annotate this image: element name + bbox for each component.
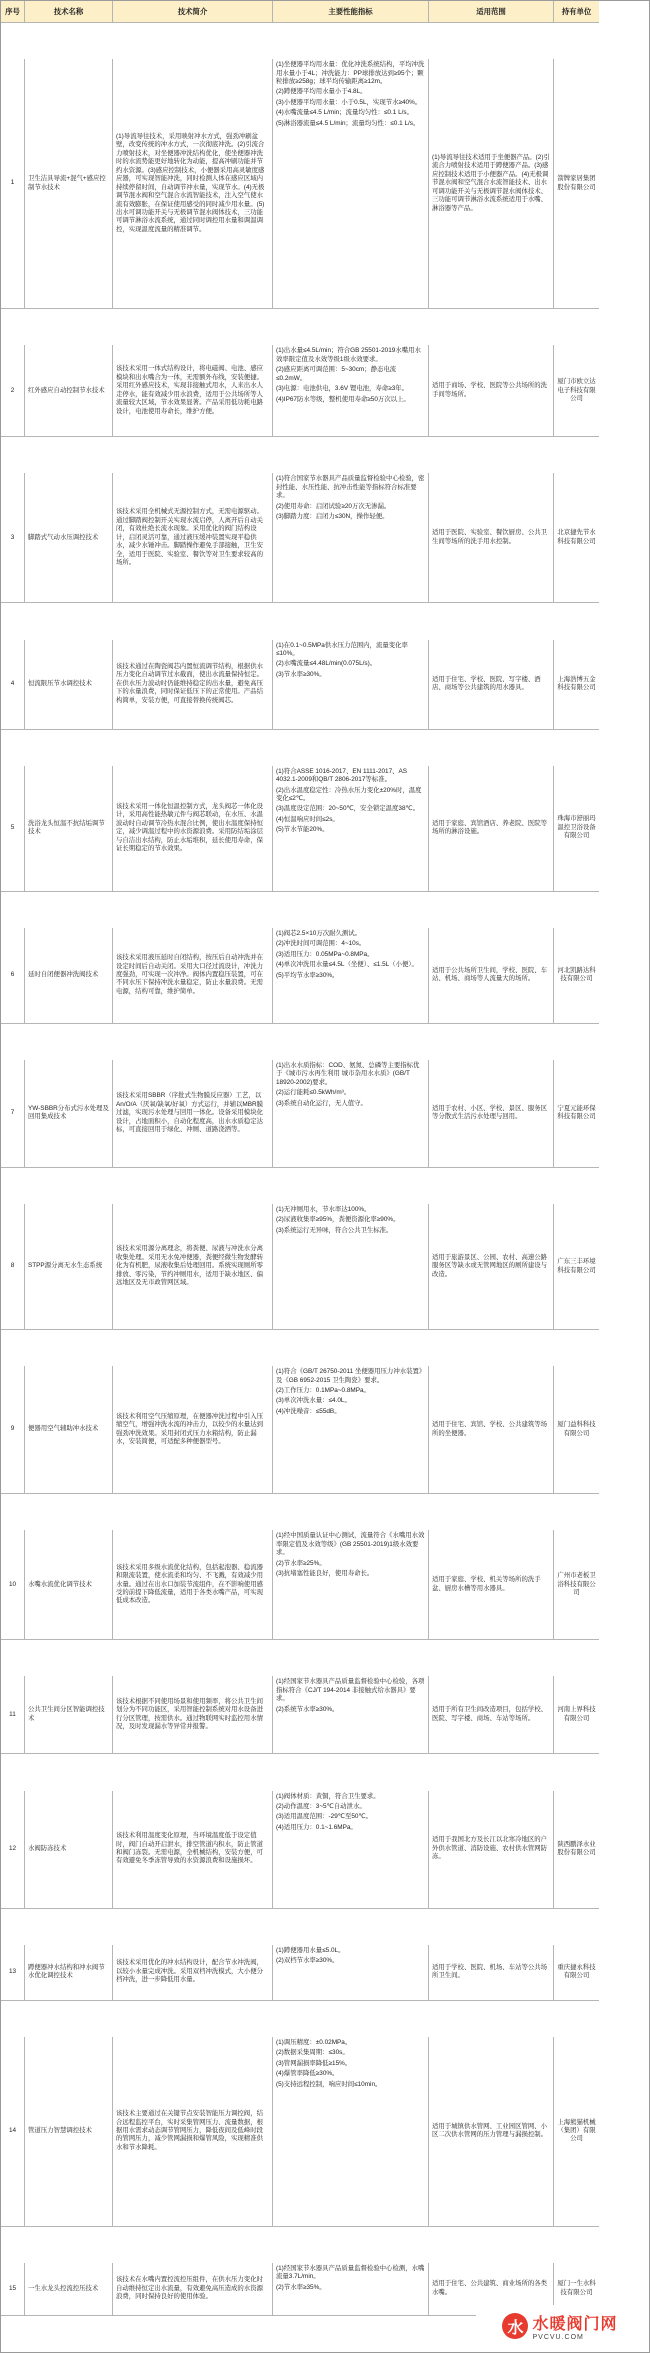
tech-name: 延时自闭便器冲洗阀技术 [25, 928, 113, 1024]
header-intro: 技术简介 [113, 1, 273, 23]
tech-intro: 该技术主要通过在关键节点安装智能压力调控阀，结合远程监控平台，实时采集管网压力、流量数据，根据用水需求动态调节管网压力，降低夜间及低峰时段的管网压力，减少管网漏损和爆管风险，实现精准供水和节水降耗。 [113, 2037, 273, 2227]
tech-name: 水嘴水流优化调节技术 [25, 1530, 113, 1640]
indicator-item: (2)运行能耗≤0.5kWh/m³。 [276, 1089, 351, 1097]
indicator-item: (5)支持远程控制，响应时间≤10min。 [276, 2080, 382, 2088]
indicator-item: (4)适用压力：0.1~1.6MPa。 [276, 1823, 357, 1831]
tech-indicators [273, 928, 429, 1024]
indicator-item: (4)单次冲洗用水量≤4.5L（坐便）、≤1.5L（小便）。 [276, 961, 418, 969]
indicator-item: (4)水嘴流量≤4.5 L/min；流量均匀性：≤0.1 L/s。 [276, 109, 413, 117]
tech-intro: (1)导流导往技术，采用映射冲水方式，强劲冲刷盆壁，改变传统的冲水方式，一次彻底冲洗。(2)引流合力喷射技术，对坐便器冲洗结构优化，使坐便器冲洗时的水流势能更好地转化为动能，提高冲刷功能并节约水资源。(3)感应控制技术，小便器采用高灵敏度感应器，可实现智能冲洗，同时检测人体在感应区域内持续停留时间，自动调节冲水量，实现节水。(4)无极调节混水阀和空气混合水流智能技术，注入空气使水流有效膨胀，在保证使用感受的同时减少用水量。(5)出水可调功能开关与无极调节混水阀体技术，三功能可调节淋浴水流系统，通过同时调控用水量和调温调控，实现温度流量的精准调节。 [113, 59, 273, 309]
header-name: 技术名称 [25, 1, 113, 23]
tech-holder: 北京捷先节水科技有限公司 [554, 473, 599, 603]
tech-intro: 该技术采用一体化恒温控制方式，龙头阀芯一体化设计，采用高性能热敏元件与阀芯联动，在水压、水温波动时自动调节冷热水混合比例，使出水温度保持恒定，减少调温过程中的水资源浪费。采用防结垢涂层与自洁出水结构，防止水垢堆积，延长使用寿命，保证长期稳定的节水效果。 [113, 766, 273, 892]
indicator-item: (2)蹲便器平均用水量小于4.8L。 [276, 88, 367, 96]
tech-scope: 适用于住宅、宾馆、学校、公共建筑等场所的坐便器。 [429, 1366, 554, 1494]
tech-intro: 该技术利用空气压缩原理，在便器冲洗过程中引入压缩空气，增强冲洗水流的冲击力，以较少的水量达到强劲冲洗效果。采用封闭式压力水箱结构，防止漏水，安装简便，可适配多种便器型号。 [113, 1366, 273, 1494]
indicator-item: (5)节水节能20%。 [276, 826, 329, 834]
indicator-item: (4)恒温响应时间≤2s。 [276, 815, 339, 823]
header-holder: 持有单位 [554, 1, 599, 23]
tech-indicators [273, 1204, 429, 1330]
tech-scope: 适用于旅游景区、公园、农村、高速公路服务区等缺水或无管网地区的厕所建设与改造。 [429, 1204, 554, 1330]
row-number: 11 [1, 1676, 25, 1754]
tech-indicators [273, 473, 429, 603]
indicator-item: (3)管网漏损率降低≥15%。 [276, 2059, 352, 2067]
indicator-item: (2)节水率≥35%。 [276, 2283, 326, 2291]
tech-holder: 厦门益科科技有限公司 [554, 1366, 599, 1494]
indicator-item: (2)节水率≥25%。 [276, 1559, 326, 1567]
header-indicators: 主要性能指标 [273, 1, 429, 23]
indicator-item: (2)冲洗时间可调范围：4~10s。 [276, 940, 366, 948]
tech-indicators [273, 1791, 429, 1909]
tech-indicators [273, 1366, 429, 1494]
row-number: 13 [1, 1945, 25, 2001]
tech-scope: 适用于学校、医院、机场、车站等公共场所卫生间。 [429, 1945, 554, 2001]
watermark-url: PVCVU.COM [532, 2334, 584, 2341]
tech-scope: 适用于家庭、学校、机关等场所的洗手盆、厨房水槽等用水器具。 [429, 1530, 554, 1640]
indicator-item: (1)坐便器平均用水量：优化冲洗系统结构，平均冲洗用水量小于4L；冲洗能力：PP球排放达到≥95个；颗粒排放≥258g；球平均传输距离≥12m。 [276, 61, 425, 86]
indicator-item: (1)阀芯2.5×10万次耐久测试。 [276, 929, 362, 937]
tech-name: 红外感应自动控制节水技术 [25, 345, 113, 437]
tech-intro: 该技术采用源分离理念，将粪便、尿液与冲洗水分离收集处理。采用无水免冲便器，粪便经微生物发酵转化为有机肥，尿液收集后处理回用。系统实现厕所零排放、零污染，节约冲厕用水，适用于缺水地区、偏远地区及无市政管网区域。 [113, 1204, 273, 1330]
tech-scope: 适用于农村、小区、学校、景区、服务区等分散式生活污水处理与回用。 [429, 1060, 554, 1168]
tech-indicators [273, 2037, 429, 2227]
indicator-item: (5)平均节水率≥30%。 [276, 971, 339, 979]
site-watermark [476, 2305, 644, 2347]
tech-holder: 广州市老板卫浴科技有限公司 [554, 1530, 599, 1640]
indicator-item: (1)在0.1~0.5MPa供水压力范围内，流量变化率≤10%。 [276, 641, 408, 657]
tech-scope: 适用于医院、实验室、餐饮厨房、公共卫生间等场所的洗手用水控制。 [429, 473, 554, 603]
tech-holder: 河北凯路达科技有限公司 [554, 928, 599, 1024]
indicator-item: (1)符合ASSE 1016-2017、EN 1111-2017、AS 4032.1-2009和QB/T 2806-2017等标准。 [276, 767, 408, 784]
row-number: 9 [1, 1366, 25, 1494]
tech-intro: 该技术采用优化的冲水结构设计，配合节水冲洗阀，以较小水量完成冲洗。采用双档冲洗模式，大小便分档冲洗，进一步降低用水量。 [113, 1945, 273, 2001]
row-number: 14 [1, 2037, 25, 2227]
tech-holder: 重庆捷永科技有限公司 [554, 1945, 599, 2001]
tech-holder: 宁夏元能环保科技有限公司 [554, 1060, 599, 1168]
tech-intro: 该技术采用全机械式无源控制方式，无需电源驱动。通过脚踏阀控制开关实现水流启停，人离开后自动关闭，有效杜绝长流水现象。采用优化的阀门结构设计，启闭灵活可靠，通过液压缓冲装置实现平稳供水，减少水锤冲击。脚踏操作避免手部接触，卫生安全，适用于医院、实验室、餐饮等对卫生要求较高的场所。 [113, 473, 273, 603]
tech-holder: 陕西鹏泽水业股份有限公司 [554, 1791, 599, 1909]
indicator-item: (3)小便器平均用水量：小于0.5L，实现节水≥40%。 [276, 98, 422, 106]
tech-name: 水阀防冻技术 [25, 1791, 113, 1909]
indicator-item: (1)经中国质量认证中心测试，流量符合《水嘴用水效率限定值及水效等级》(GB 25501-2019)1级水效要求。 [276, 1532, 425, 1557]
tech-indicators [273, 1530, 429, 1640]
indicator-item: (2)出水温度稳定性：冷热水压力变化±20%时，温度变化≤2℃。 [276, 786, 422, 802]
tech-scope: 适用于家庭、宾馆酒店、养老院、医院等场所的淋浴设施。 [429, 766, 554, 892]
indicator-item: (3)节水率≥30%。 [276, 670, 326, 678]
row-number: 3 [1, 473, 25, 603]
indicator-item: (3)抗堵塞性能良好，使用寿命长。 [276, 1570, 374, 1578]
header-no: 序号 [1, 1, 25, 23]
indicator-item: (1)阀体材质：黄铜，符合卫生要求。 [276, 1792, 380, 1800]
tech-intro: 该技术采用一体式结构设计，将电磁阀、电池、感应模块和出水嘴合为一体，无需额外布线，安装便捷。采用红外感应技术，实现非接触式用水，人来出水人走停水，能有效减少用水浪费，适用于公共场所等人流量较大区域，节水效果显著。产品采用低功耗电路设计，电池使用寿命长，维护方便。 [113, 345, 273, 437]
indicator-item: (1)经国家节水器具产品质量监督检验中心检验，各项指标符合《CJ/T 194-2014 非接触式给水器具》要求。 [276, 1678, 425, 1703]
indicator-item: (2)双档节水率≥30%。 [276, 1957, 339, 1965]
tech-intro: 该技术采用多级水流优化结构，包括起泡器、稳流器和限流装置，使水流柔和均匀、不飞溅，有效减少用水量。通过在出水口加装节流组件，在不影响使用感受的前提下降低流量，适用于各类水嘴产品，可实现低成本改造。 [113, 1530, 273, 1640]
indicator-item: (1)出水量≤4.5L/min；符合GB 25501-2019水嘴用水效率限定值及水效等级1级水效要求。 [276, 347, 421, 363]
tech-holder: 上海熊猫机械（集团）有限公司 [554, 2037, 599, 2227]
tech-holder: 广东三丰环境科技有限公司 [554, 1204, 599, 1330]
tech-indicators [273, 766, 429, 892]
tech-indicators [273, 1945, 429, 2001]
indicator-item: (1)无冲厕用水，节水率达100%。 [276, 1206, 371, 1213]
indicator-item: (2)使用寿命：启闭试验≥20万次无渗漏。 [276, 502, 391, 510]
tech-indicators [273, 1676, 429, 1754]
row-number: 4 [1, 640, 25, 730]
indicator-item: (1)符合《GB/T 26750-2011 坐便器用压力冲水装置》及《GB 6952-2015 卫生陶瓷》要求。 [276, 1368, 423, 1384]
tech-scope: 适用于商场、学校、医院等公共场所的洗手间等场所。 [429, 345, 554, 437]
tech-intro: 该技术通过在陶瓷阀芯内置恒流调节结构，根据供水压力变化自动调节过水截面，使出水流量保持恒定。在供水压力波动时仍能维持稳定的出水量，避免高压下的水量浪费，同时保证低压下的正常使用。产品结构简单，安装方便，可直接替换传统阀芯。 [113, 640, 273, 730]
indicator-item: (1)经国家节水器具产品质量监督检验中心检测，水嘴流量3.7L/min。 [276, 2264, 425, 2281]
indicator-item: (3)脚踏力度：启闭力≤30N，操作轻便。 [276, 513, 389, 521]
tech-holder: 上海浩博五金科技有限公司 [554, 640, 599, 730]
indicator-item: (2)感应距离可调范围：5~30cm；静态电流≤0.2mW。 [276, 366, 397, 382]
tech-holder: 箭牌家居集团股份有限公司 [554, 59, 599, 309]
header-scope: 适用范围 [429, 1, 554, 23]
row-number: 8 [1, 1204, 25, 1330]
indicator-item: (3)单次冲洗水量：≤4.0L。 [276, 1397, 351, 1405]
tech-indicators [273, 2263, 429, 2316]
tech-name: 管道压力智慧调控技术 [25, 2037, 113, 2227]
row-number: 10 [1, 1530, 25, 1640]
tech-name: 卫生洁具导流+混气+感应控制节水技术 [25, 59, 113, 309]
watermark-logo-icon: 水 [502, 2313, 528, 2339]
tech-name: 公共卫生间分区智能调控技术 [25, 1676, 113, 1754]
tech-name: STPP源分离无水生态系统 [25, 1204, 113, 1330]
tech-intro: 该技术根据不同使用场景和使用频率，将公共卫生间划分为不同功能区，采用智能控制系统对用水设备进行分区管理，按需供水。通过物联网实时监控用水情况，及时发现漏水等异常并报警。 [113, 1676, 273, 1754]
tech-intro: 该技术利用温度变化原理，当环境温度低于设定值时，阀门自动开启泄水，排空管道内积水，防止管道和阀门冻裂。无需电源，全机械结构，安装方便，可有效避免冬季冻管导致的水资源浪费和设施损坏。 [113, 1791, 273, 1909]
indicator-item: (1)符合国家节水器具产品质量监督检验中心检验，密封性能、水压性能、抗冲击性能等指标符合标准要求。 [276, 475, 425, 500]
row-number: 6 [1, 928, 25, 1024]
tech-name: 脚踏式气动水压调控技术 [25, 473, 113, 603]
tech-indicators [273, 345, 429, 437]
tech-name: 恒流限压节水调控技术 [25, 640, 113, 730]
tech-indicators [273, 640, 429, 730]
row-number: 15 [1, 2263, 25, 2316]
tech-scope: 适用于住宅、公共建筑、商业场所的各类水嘴。 [429, 2263, 554, 2316]
indicator-item: (2)水嘴流量≤4.48L/min(0.075L/s)。 [276, 660, 377, 668]
indicator-item: (2)尿液收集率≥95%，粪便资源化率≥90%。 [276, 1216, 400, 1224]
tech-intro: 该技术在水嘴内置控流控压组件，在供水压力变化时自动维持恒定出水流量，有效避免高压造成的水资源浪费，同时保持良好的使用体验。 [113, 2263, 273, 2316]
tech-name: YW-SBBR分布式污水处理及回用集成技术 [25, 1060, 113, 1168]
indicator-item: (3)温度设定范围：20~50℃，安全锁定温度38℃。 [276, 805, 420, 813]
tech-intro: 该技术采用SBBR（序批式生物膜反应器）工艺，以An/O/A（厌氧/缺氧/好氧）方式运行，并辅以MBR膜过滤，实现污水处理与回用一体化。设备采用模块化设计，占地面积小，自动化程度高，出水水质稳定达标，可直接回用于绿化、冲厕、道路浇洒等。 [113, 1060, 273, 1168]
tech-name: 一生水龙头控流控压技术 [25, 2263, 113, 2316]
row-number: 7 [1, 1060, 25, 1168]
indicator-item: (1)蹲便器用水量≤5.0L。 [276, 1946, 345, 1954]
indicator-item: (1)调压精度：±0.02MPa。 [276, 2038, 352, 2046]
indicator-item: (4)爆管率降低≥30%。 [276, 2070, 339, 2078]
tech-holder: 厦门一生水科技有限公司 [554, 2263, 599, 2316]
tech-name: 洗浴龙头恒温不抗结垢调节技术 [25, 766, 113, 892]
tech-holder: 珠海市舒丽玛温控卫浴设备有限公司 [554, 766, 599, 892]
indicator-item: (5)淋浴器流量≤4.5 L/min；流量均匀性：≤0.1 L/s。 [276, 119, 420, 127]
indicator-item: (1)出水水质指标：COD、氨氮、总磷等主要指标优于《城市污水再生利用 城市杂用水水质》(GB/T 18920-2002)要求。 [276, 1061, 420, 1086]
tech-scope: 适用于我国北方及长江以北寒冷地区的户外供水管道、消防设施、农村供水管网防冻。 [429, 1791, 554, 1909]
indicator-item: (3)系统自动化运行，无人值守。 [276, 1099, 367, 1107]
indicator-item: (3)适用压力：0.05MPa~0.8MPa。 [276, 950, 374, 958]
tech-holder: 厦门市欧立达电子科技有限公司 [554, 345, 599, 437]
indicator-item: (2)工作压力：0.1MPa~0.8MPa。 [276, 1387, 370, 1395]
row-number: 1 [1, 59, 25, 309]
tech-name: 蹲便器冲水结构和冲水阀节水优化调控技术 [25, 1945, 113, 2001]
row-number: 2 [1, 345, 25, 437]
tech-name: 便器用空气辅助冲水技术 [25, 1366, 113, 1494]
tech-holder: 河南上界科技有限公司 [554, 1676, 599, 1754]
tech-scope: 适用于城镇供水管网、工业园区管网、小区二次供水管网的压力管理与漏损控制。 [429, 2037, 554, 2227]
indicator-item: (3)适用温度范围：-29℃至50℃。 [276, 1813, 373, 1821]
tech-indicators [273, 59, 429, 309]
tech-scope: 适用于公共场所卫生间，学校、医院、车站、机场、商场等人流量大的场所。 [429, 928, 554, 1024]
indicator-item: (4)冲洗噪音：≤55dB。 [276, 1407, 341, 1415]
tech-indicators [273, 1060, 429, 1168]
tech-intro: 该技术采用液压延时自闭结构，按压后自动冲洗并在设定时间后自动关闭。采用大口径过流设计，冲洗力度强劲，可实现一次冲净。阀体内置稳压装置，可在不同水压下保持冲洗水量稳定，防止水量浪费。无需电源，结构可靠，维护简单。 [113, 928, 273, 1024]
tech-scope: 适用于住宅、学校、医院、写字楼、酒店、商场等公共建筑的用水器具。 [429, 640, 554, 730]
tech-scope: 适用于所有卫生间改造项目，包括学校、医院、写字楼、商场、车站等场所。 [429, 1676, 554, 1754]
row-number: 12 [1, 1791, 25, 1909]
indicator-item: (3)电源：电池供电，3.6V 锂电池，寿命≥3年。 [276, 385, 409, 393]
indicator-item: (3)系统运行无异味，符合公共卫生标准。 [276, 1226, 393, 1234]
indicator-item: (4)IP67防水等级，整机使用寿命≥50万次以上。 [276, 395, 410, 403]
tech-scope: (1)导流导往技术适用于坐便器产品。(2)引流合力喷射技术适用于蹲便器产品。(3)感应控制技术适用于小便器产品。(4)无极调节混水阀和空气混合水流智能技术、出水可调功能开关与无极调节混水阀体技术、三功能可调节淋浴水流系统适用于水嘴、淋浴器等产品。 [429, 59, 554, 309]
watermark-name: 水暖阀门网 [532, 2316, 618, 2333]
indicator-item: (2)系统节水率≥30%。 [276, 1705, 339, 1713]
row-number: 5 [1, 766, 25, 892]
indicator-item: (2)动作温度：3~5℃自动泄水。 [276, 1802, 366, 1810]
indicator-item: (2)数据采集周期：≤30s。 [276, 2049, 349, 2057]
